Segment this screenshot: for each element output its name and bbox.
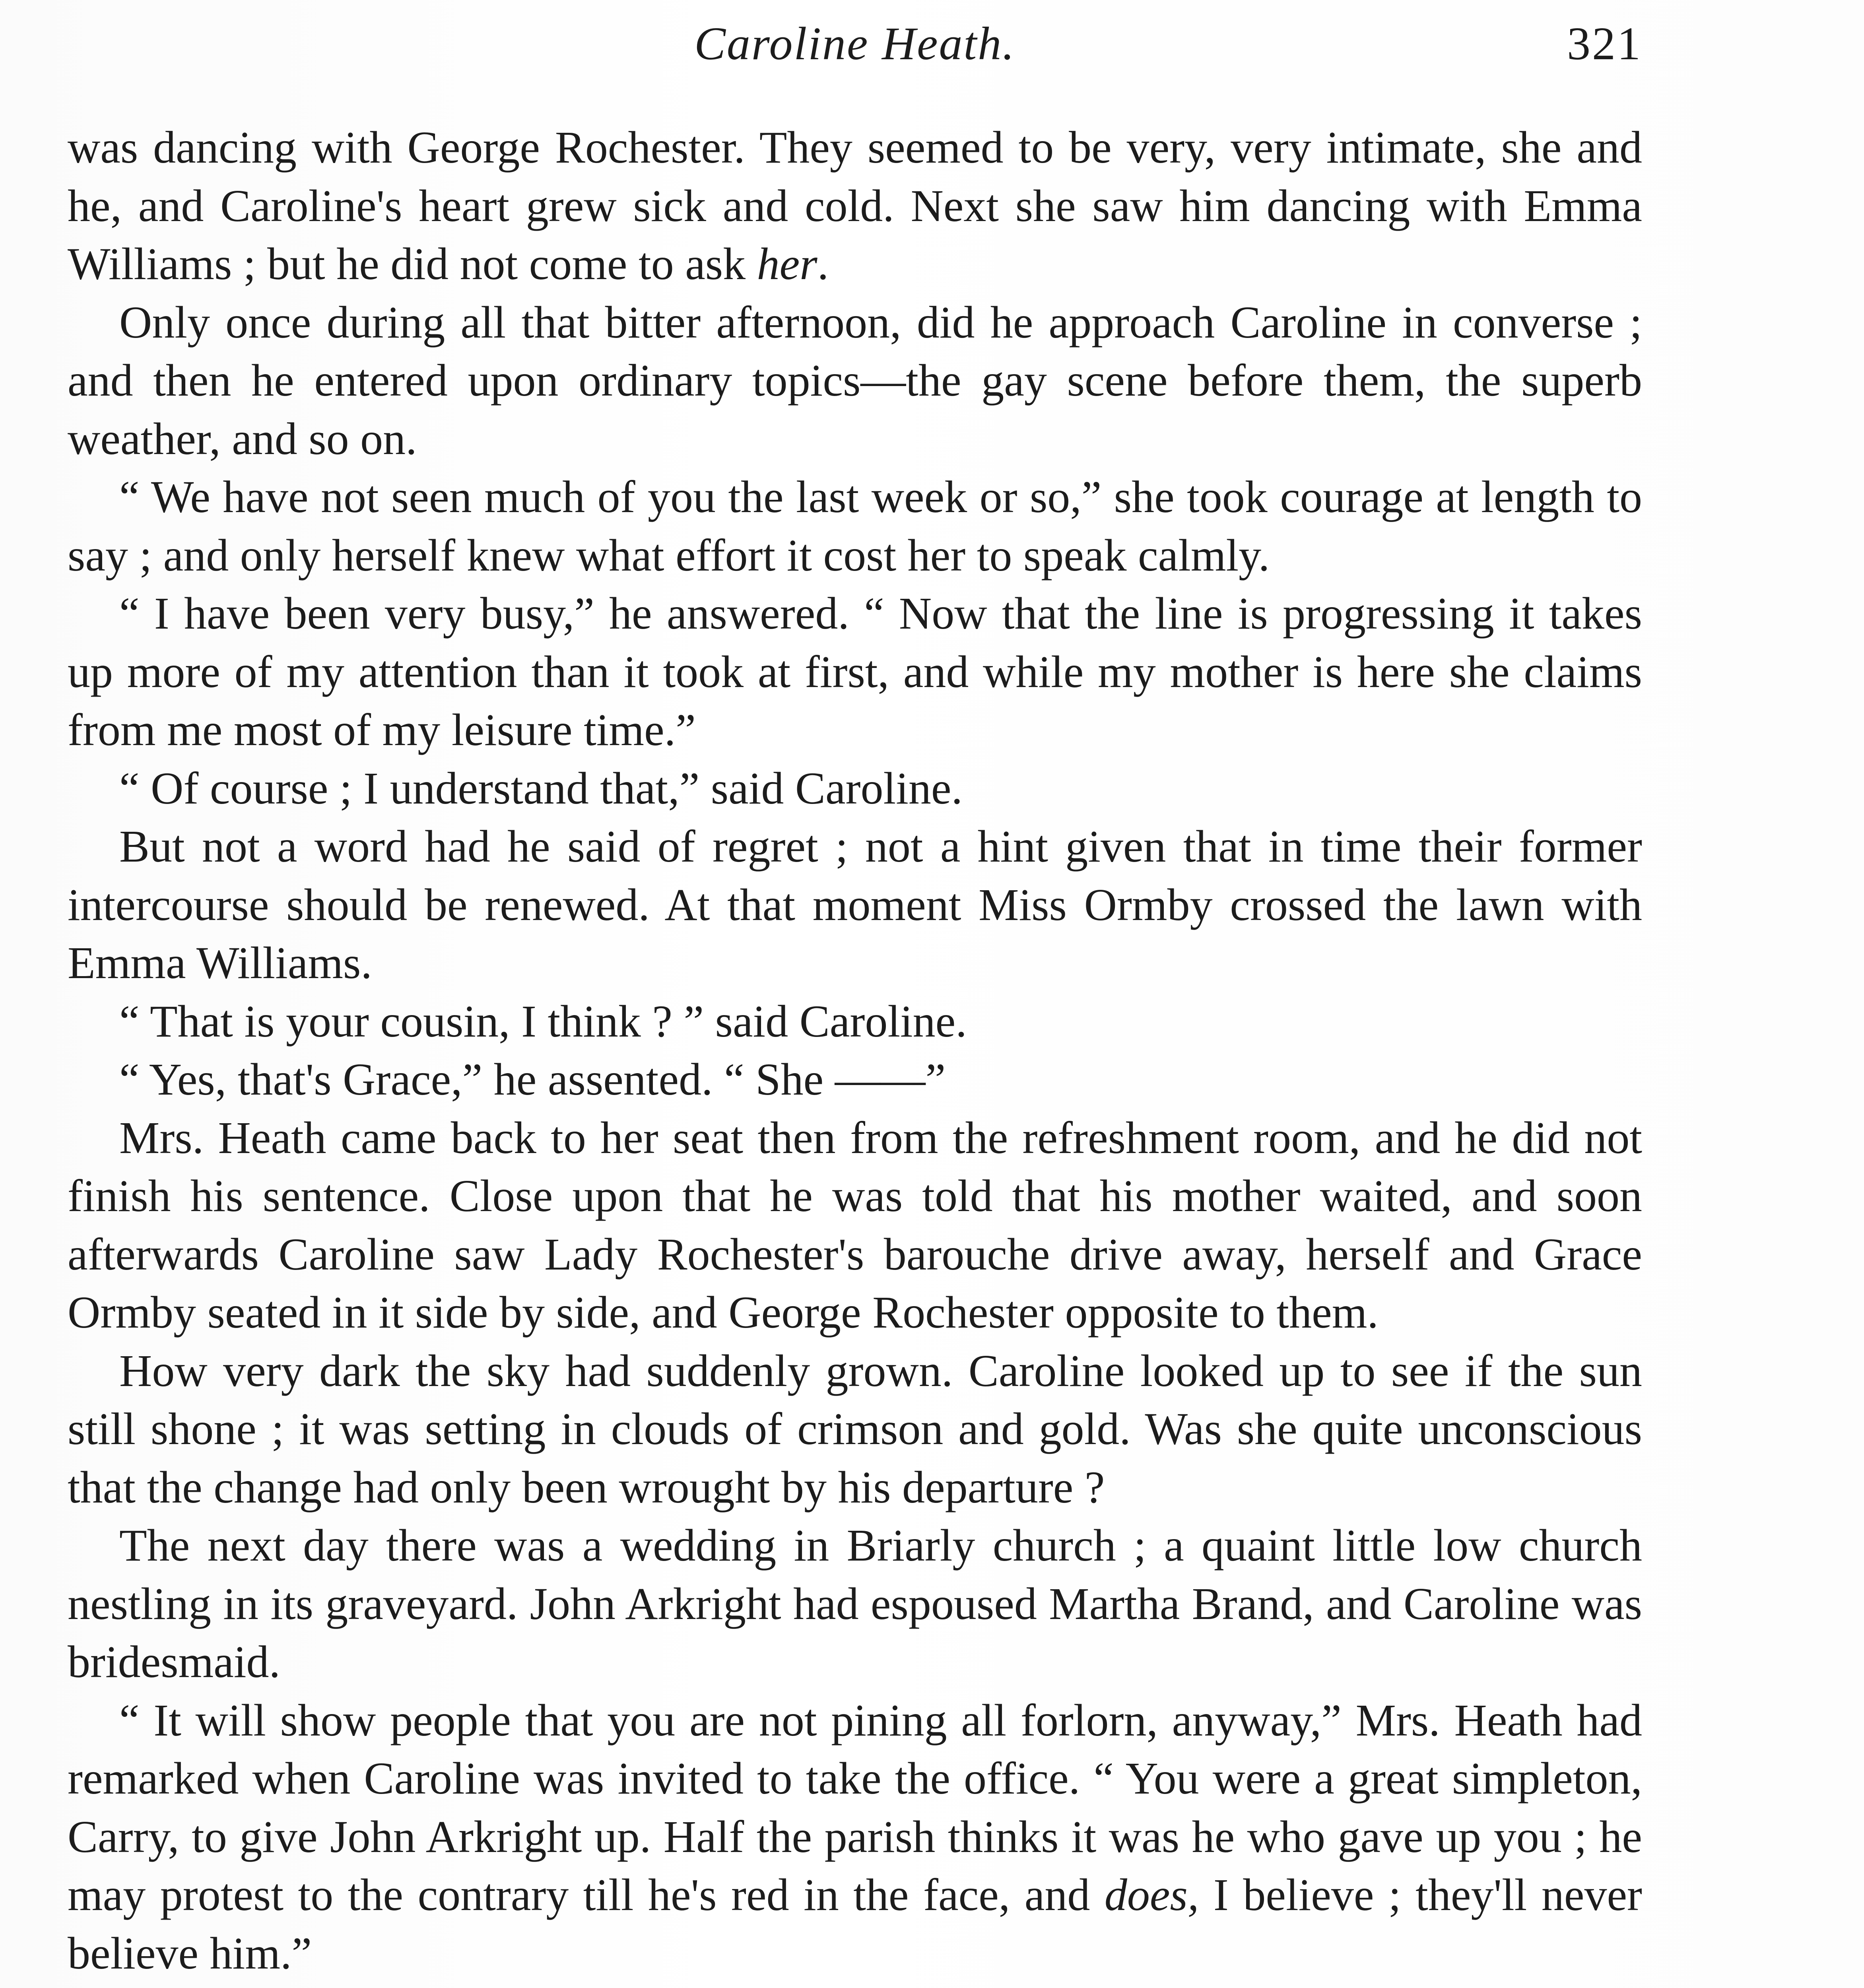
paragraph: “ It will show people that you are not pining all forlorn, anyway,” Mrs. Heath had remarked when Caroline was invited to take the office. “ You were a great simpleton, Carry, to give John Arkright up. Half the parish thinks it was he who gave up you ; he may protest to the contrary till he's red in the face, and does, I believe ; they'll never believe him.”: [68, 1695, 1643, 1978]
running-head: Caroline Heath.: [694, 17, 1015, 70]
paragraph: “ We have not seen much of you the last week or so,” she took courage at length to say ; and only herself knew what effort it cost her to speak calmly.: [68, 472, 1642, 580]
paragraph: “ I have been very busy,” he answered. “ Now that the line is progressing it takes up more of my attention than it took at first, and while my mother is here she claims from me most of my leisure time.”: [68, 588, 1642, 755]
section-break: [68, 1982, 1642, 1988]
paragraph: How very dark the sky had suddenly grown. Caroline looked up to see if the sun still shone ; it was setting in clouds of crimson and gold. Was she quite unconscious that the change had only been wrought by his departure ?: [68, 1345, 1642, 1512]
paragraph: “ Yes, that's Grace,” he assented. “ She ——”: [119, 1054, 946, 1105]
paragraph: Only once during all that bitter afternoon, did he approach Caroline in converse ; and then he entered upon ordinary topics—the gay scene before them, the superb weather, and so on.: [68, 297, 1642, 464]
paragraph: But not a word had he said of regret ; not a hint given that in time their former intercourse should be renewed. At that moment Miss Ormby crossed the lawn with Emma Williams.: [68, 821, 1642, 988]
page-header: [68, 16, 1642, 72]
page-body: [68, 118, 1642, 1988]
emphasis-does: does,: [1104, 1870, 1199, 1920]
paragraph-continued: was dancing with George Rochester. They seemed to be very, very intimate, she and he, and Caroline's heart grew sick and cold. Next she saw him dancing with Emma Williams ; but he did not come to ask her.: [68, 122, 1642, 289]
paragraph: “ That is your cousin, I think ? ” said Caroline.: [119, 996, 967, 1046]
paragraph: “ Of course ; I understand that,” said Caroline.: [119, 763, 963, 813]
paragraph: The next day there was a wedding in Briarly church ; a quaint little low church nestling in its graveyard. John Arkright had espoused Martha Brand, and Caroline was bridesmaid.: [68, 1520, 1642, 1687]
page-number: 321: [1567, 17, 1642, 70]
emphasis-her: her: [757, 239, 817, 289]
paragraph: Mrs. Heath came back to her seat then from the refreshment room, and he did not finish his sentence. Close upon that he was told that his mother waited, and soon afterwards Caroline saw Lady Rochester's barouche drive away, herself and Grace Ormby seated in it side by side, and George Rochester opposite to them.: [68, 1112, 1642, 1338]
